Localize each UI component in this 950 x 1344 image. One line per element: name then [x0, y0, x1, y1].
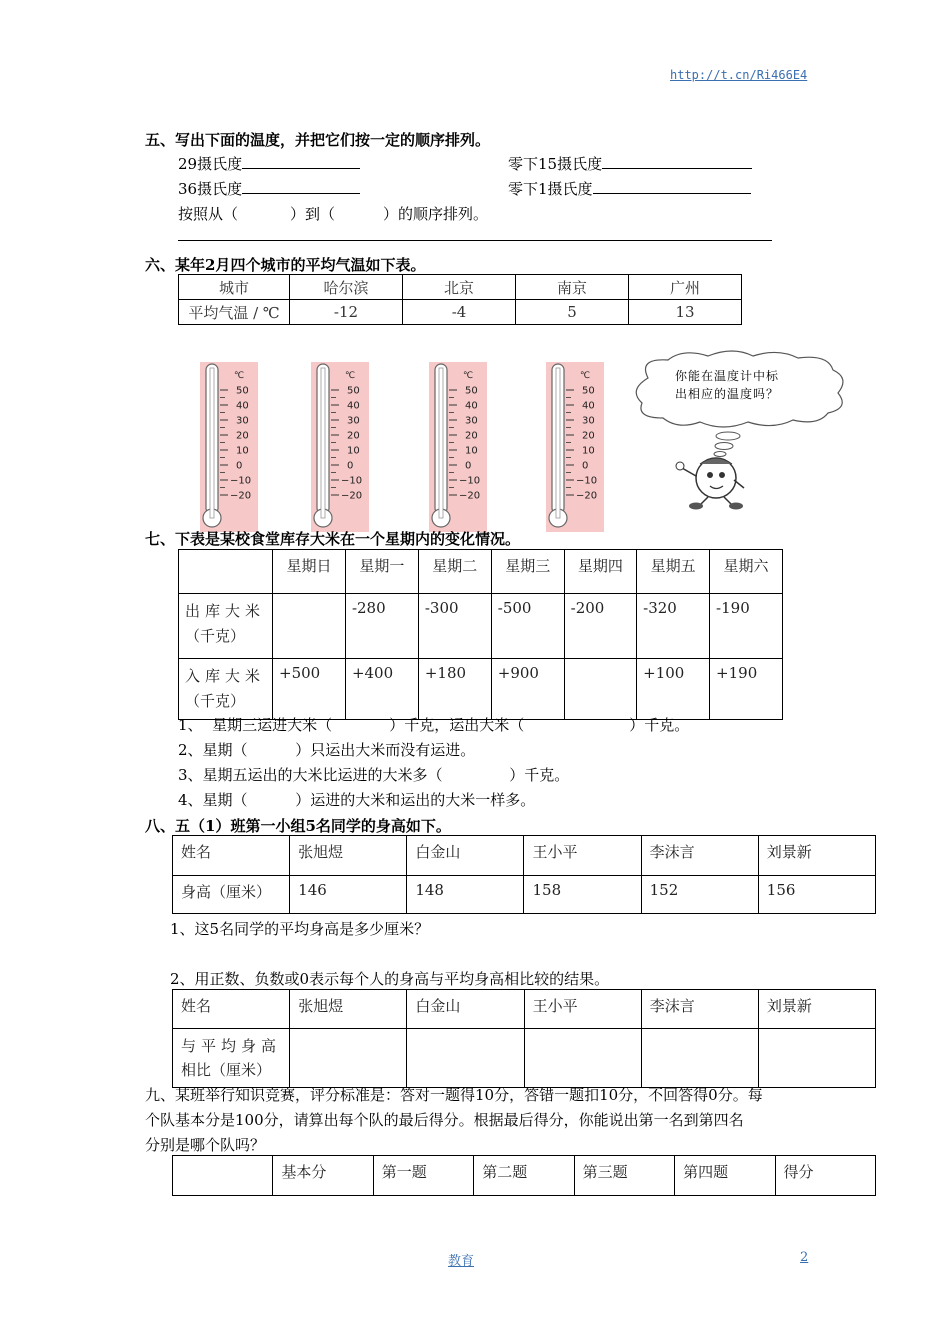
temp-a: 29摄氏度 [178, 153, 360, 174]
quiz-table [172, 1155, 876, 1196]
table-cell [564, 659, 636, 720]
table-cell: +500 [273, 659, 346, 720]
table-cell: 星期一 [345, 550, 418, 594]
section-7-title: 七、下表是某校食堂库存大米在一个星期内的变化情况。 [145, 530, 521, 548]
thermometer-tick-label: 50 [465, 385, 478, 397]
table-cell: 第四题 [675, 1156, 775, 1196]
table-cell: 星期三 [491, 550, 564, 594]
table-cell: +180 [418, 659, 491, 720]
question-7-3: 3、星期五运出的大米比运进的大米多（ ）千克。 [178, 766, 570, 784]
bubble-line: 出相应的温度吗？ [675, 387, 780, 401]
table-cell: 146 [290, 876, 407, 914]
table-cell: 王小平 [524, 836, 641, 876]
table-cell: 得分 [775, 1156, 876, 1196]
table-row [173, 1029, 876, 1088]
table-row [173, 836, 876, 876]
table-cell: -300 [418, 594, 491, 659]
table-cell: 星期日 [273, 550, 346, 594]
table-row [179, 659, 783, 720]
thermometer-unit: ℃ [345, 371, 356, 381]
thermometer-unit: ℃ [463, 371, 474, 381]
table-cell: -280 [345, 594, 418, 659]
thermometer-tick-label: −10 [459, 475, 481, 487]
question-8-2: 2、用正数、负数或0表示每个人的身高与平均身高相比较的结果。 [170, 970, 610, 988]
table-cell: 广州 [629, 275, 742, 300]
thermometer-tick-label: 0 [582, 460, 589, 472]
table-row [173, 990, 876, 1029]
thermometer-tick-label: 10 [582, 445, 595, 457]
table-cell: -12 [290, 300, 403, 325]
table-cell: 白金山 [407, 836, 524, 876]
table-cell: +190 [710, 659, 783, 720]
table-cell: +100 [637, 659, 710, 720]
table-cell: 李沫言 [641, 836, 758, 876]
table-cell: -4 [403, 300, 516, 325]
header-url[interactable]: http://t.cn/Ri466E4 [670, 68, 808, 82]
thermometer-harbin[interactable] [200, 362, 258, 532]
thermometer-tick-label: −10 [230, 475, 252, 487]
temp-b: 零下15摄氏度 [508, 153, 752, 174]
table-cell: 星期六 [710, 550, 783, 594]
footer-link[interactable]: 教育 [448, 1254, 475, 1269]
table-row [179, 550, 783, 594]
answer-cell[interactable] [758, 1029, 875, 1088]
thermometer-tick-label: 30 [236, 415, 249, 427]
thermometer-unit: ℃ [580, 371, 591, 381]
section-9-line-1: 九、某班举行知识竞赛，评分标准是：答对一题得10分，答错一题扣10分，不回答得0分。每 [145, 1086, 763, 1104]
thermometer-scale [311, 362, 369, 532]
thermometer-tick-label: 20 [347, 430, 360, 442]
table-cell: 王小平 [524, 990, 641, 1029]
thermometer-tick-label: 20 [236, 430, 249, 442]
thermometer-tick-label: 10 [465, 445, 478, 457]
table-cell: 第三题 [574, 1156, 674, 1196]
table-cell: 南京 [516, 275, 629, 300]
thermometer-tick-label: −10 [341, 475, 363, 487]
thermometer-tick-label: 30 [582, 415, 595, 427]
table-cell: 北京 [403, 275, 516, 300]
bubble-text [675, 367, 779, 403]
thermometer-tick-label: 40 [347, 400, 360, 412]
thermometer-scale [546, 362, 604, 532]
order-answer-line[interactable] [178, 240, 772, 241]
answer-blank[interactable] [602, 154, 752, 169]
table-cell: 张旭煜 [290, 990, 407, 1029]
thermometer-beijing[interactable] [311, 362, 369, 532]
table-cell: 姓名 [173, 990, 290, 1029]
thermometer-guangzhou[interactable] [546, 362, 604, 532]
question-7-4: 4、星期（ ）运进的大米和运出的大米一样多。 [178, 791, 536, 809]
table-cell: -200 [564, 594, 636, 659]
answer-cell[interactable] [641, 1029, 758, 1088]
bubble-line: 你能在温度计中标 [675, 369, 780, 383]
thermometer-tick-label: −20 [341, 490, 363, 502]
table-cell: 张旭煜 [290, 836, 407, 876]
thermometer-tick-label: −20 [230, 490, 252, 502]
table-cell: +900 [491, 659, 564, 720]
thermometer-bore [210, 368, 214, 518]
section-9-line-2: 个队基本分是100分，请算出每个队的最后得分。根据最后得分，你能说出第一名到第四名 [145, 1111, 744, 1129]
table-cell: 158 [524, 876, 641, 914]
thermometer-tick-label: −20 [459, 490, 481, 502]
thermometer-tick-label: −10 [576, 475, 598, 487]
table-cell: 基本分 [273, 1156, 373, 1196]
table-cell: 城市 [179, 275, 290, 300]
thermometer-tick-label: 20 [465, 430, 478, 442]
height-table [172, 835, 876, 914]
table-cell: -500 [491, 594, 564, 659]
rice-table [178, 549, 783, 720]
table-cell: 星期二 [418, 550, 491, 594]
table-cell: 李沫言 [641, 990, 758, 1029]
table-cell: 第二题 [474, 1156, 574, 1196]
answer-blank[interactable] [242, 154, 360, 169]
table-cell: 白金山 [407, 990, 524, 1029]
table-cell: 身高（厘米） [173, 876, 290, 914]
table-cell: 刘景新 [758, 990, 875, 1029]
thermometer-tick-label: 40 [582, 400, 595, 412]
thermometer-tick-label: 0 [347, 460, 354, 472]
page-number: 2 [800, 1250, 809, 1265]
table-row [179, 275, 742, 300]
thermometer-tick-label: 50 [582, 385, 595, 397]
table-cell: 星期四 [564, 550, 636, 594]
question-8-1: 1、这5名同学的平均身高是多少厘米？ [170, 920, 430, 938]
table-cell: 与平均身高 相比（厘米） [173, 1029, 290, 1088]
answer-cell[interactable] [407, 1029, 524, 1088]
table-cell [179, 550, 273, 594]
temp-c: 36摄氏度 [178, 178, 360, 199]
table-cell: 13 [629, 300, 742, 325]
section-5-title: 五、写出下面的温度，并把它们按一定的顺序排列。 [145, 131, 491, 149]
thermometer-bore [321, 368, 325, 518]
table-cell: 5 [516, 300, 629, 325]
section-8-title: 八、五（1）班第一小组5名同学的身高如下。 [145, 817, 451, 835]
order-line: 按照从（ ）到（ ）的顺序排列。 [178, 205, 489, 223]
table-cell: 156 [758, 876, 875, 914]
table-cell [173, 1156, 273, 1196]
thermometer-tick-label: 30 [347, 415, 360, 427]
temp-d: 零下1摄氏度 [508, 178, 751, 199]
thermometer-tick-label: −20 [576, 490, 598, 502]
thermometer-tick-label: 50 [347, 385, 360, 397]
table-cell: 出库大米 （千克） [179, 594, 273, 659]
table-cell: 入库大米 （千克） [179, 659, 273, 720]
table-cell: 刘景新 [758, 836, 875, 876]
thermometer-nanjing[interactable] [429, 362, 487, 532]
table-cell: 哈尔滨 [290, 275, 403, 300]
thermometer-tick-label: 50 [236, 385, 249, 397]
table-cell: -320 [637, 594, 710, 659]
table-row [173, 1156, 876, 1196]
city-temp-table [178, 274, 742, 325]
table-cell: 148 [407, 876, 524, 914]
thermometer-bore [439, 368, 443, 518]
thermometer-tick-label: 0 [465, 460, 472, 472]
section-9-line-3: 分别是哪个队吗？ [145, 1136, 266, 1154]
table-cell: 第一题 [373, 1156, 473, 1196]
table-row [179, 594, 783, 659]
thermometer-bore [556, 368, 560, 518]
table-row [179, 300, 742, 325]
thermometer-tick-label: 10 [236, 445, 249, 457]
thermometer-unit: ℃ [234, 371, 245, 381]
thermometer-tick-label: 0 [236, 460, 243, 472]
answer-blank[interactable] [242, 179, 360, 194]
question-7-1: 1、 星期三运进大米（ ）千克，运出大米（ ）千克。 [178, 716, 690, 734]
thermometer-tick-label: 30 [465, 415, 478, 427]
section-6-title: 六、某年2月四个城市的平均气温如下表。 [145, 256, 426, 274]
thermometer-tick-label: 20 [582, 430, 595, 442]
answer-blank[interactable] [593, 179, 751, 194]
thermometer-scale [200, 362, 258, 532]
compare-table [172, 989, 876, 1088]
table-row [173, 876, 876, 914]
table-cell: -190 [710, 594, 783, 659]
table-cell: 152 [641, 876, 758, 914]
thermometer-tick-label: 40 [465, 400, 478, 412]
table-cell: 姓名 [173, 836, 290, 876]
table-cell: 平均气温 / ℃ [179, 300, 290, 325]
table-cell: +400 [345, 659, 418, 720]
thermometer-tick-label: 40 [236, 400, 249, 412]
table-cell: 星期五 [637, 550, 710, 594]
table-cell [273, 594, 346, 659]
thermometer-tick-label: 10 [347, 445, 360, 457]
thermometer-scale [429, 362, 487, 532]
answer-cell[interactable] [524, 1029, 641, 1088]
answer-cell[interactable] [290, 1029, 407, 1088]
question-7-2: 2、星期（ ）只运出大米而没有运进。 [178, 741, 476, 759]
